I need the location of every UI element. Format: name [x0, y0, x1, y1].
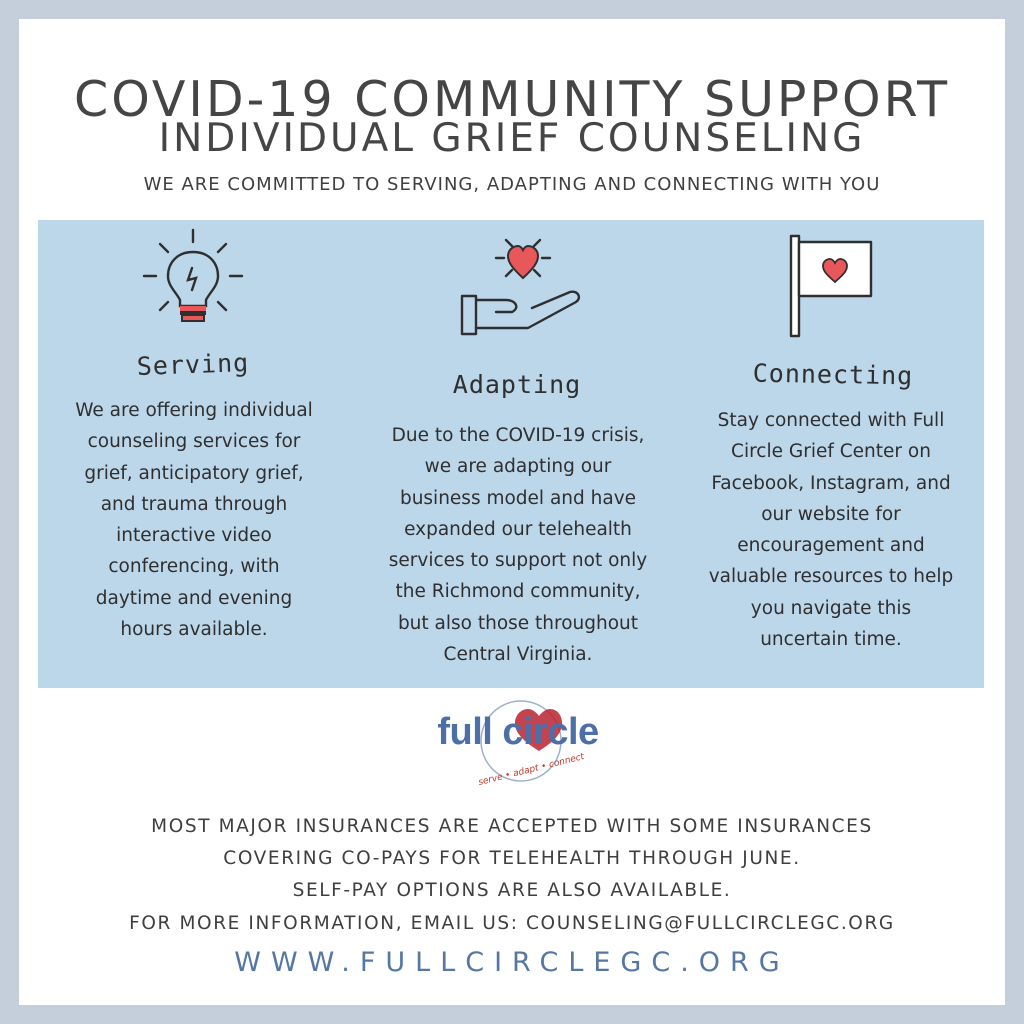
text-line: expanded our telehealth: [404, 518, 632, 540]
page-subtitle: INDIVIDUAL GRIEF COUNSELING: [158, 116, 866, 161]
flyer-card: [19, 19, 1005, 1005]
full-circle-logo: [423, 695, 613, 795]
text-line: hours available.: [120, 619, 268, 641]
text-line: and trauma through: [100, 493, 288, 515]
serving-text: [38, 395, 350, 645]
text-line: services to support not only: [388, 550, 648, 572]
text-line: conferencing, with: [108, 556, 280, 578]
text-line: business model and have: [399, 487, 637, 509]
text-line: counseling services for: [87, 431, 301, 453]
logo-wordmark: full circle: [437, 711, 599, 753]
text-line: Stay connected with Full: [717, 410, 945, 431]
text-line: encouragement and: [737, 535, 925, 557]
lightbulb-icon: [138, 228, 248, 328]
text-line: We are offering individual: [75, 400, 313, 421]
text-line: Circle Grief Center on: [731, 441, 931, 463]
logo-tagline: serve • adapt • connect: [477, 751, 586, 789]
text-line: uncertain time.: [760, 629, 902, 651]
text-line: the Richmond community,: [395, 581, 641, 603]
text-line: grief, anticipatory grief,: [84, 462, 304, 484]
connecting-text: [678, 405, 984, 655]
insurance-line-2: COVERING CO-PAYS FOR TELEHEALTH THROUGH JUNE.: [223, 848, 801, 869]
text-line: interactive video: [116, 525, 272, 547]
website-url[interactable]: WWW.FULLCIRCLEGC.ORG: [234, 947, 790, 978]
serving-heading: Serving: [136, 348, 250, 381]
tagline: WE ARE COMMITTED TO SERVING, ADAPTING AND CONNECTING WITH YOU: [143, 174, 881, 195]
connecting-heading: Connecting: [752, 358, 914, 391]
text-line: our website for: [761, 503, 901, 525]
text-line: valuable resources to help: [708, 566, 954, 588]
text-line: you navigate this: [750, 597, 912, 619]
info-band: [38, 220, 984, 688]
hand-heart-icon: [458, 228, 588, 338]
insurance-line-1: MOST MAJOR INSURANCES ARE ACCEPTED WITH SOME INSURANCES: [151, 816, 873, 837]
text-line: but also those throughout: [397, 612, 639, 634]
text-line: we are adapting our: [424, 456, 612, 478]
heart-flag-icon: [787, 232, 877, 340]
text-line: Central Virginia.: [443, 644, 593, 666]
adapting-heading: Adapting: [452, 370, 582, 399]
contact-email-line[interactable]: FOR MORE INFORMATION, EMAIL US: COUNSELING@FULLCIRCLEGC.ORG: [129, 913, 895, 934]
text-line: Facebook, Instagram, and: [711, 472, 951, 494]
page-title: COVID-19 COMMUNITY SUPPORT: [73, 71, 951, 128]
self-pay-line: SELF-PAY OPTIONS ARE ALSO AVAILABLE.: [292, 880, 732, 901]
adapting-text: [360, 420, 676, 670]
text-line: daytime and evening: [95, 587, 293, 609]
text-line: Due to the COVID-19 crisis,: [391, 425, 645, 446]
